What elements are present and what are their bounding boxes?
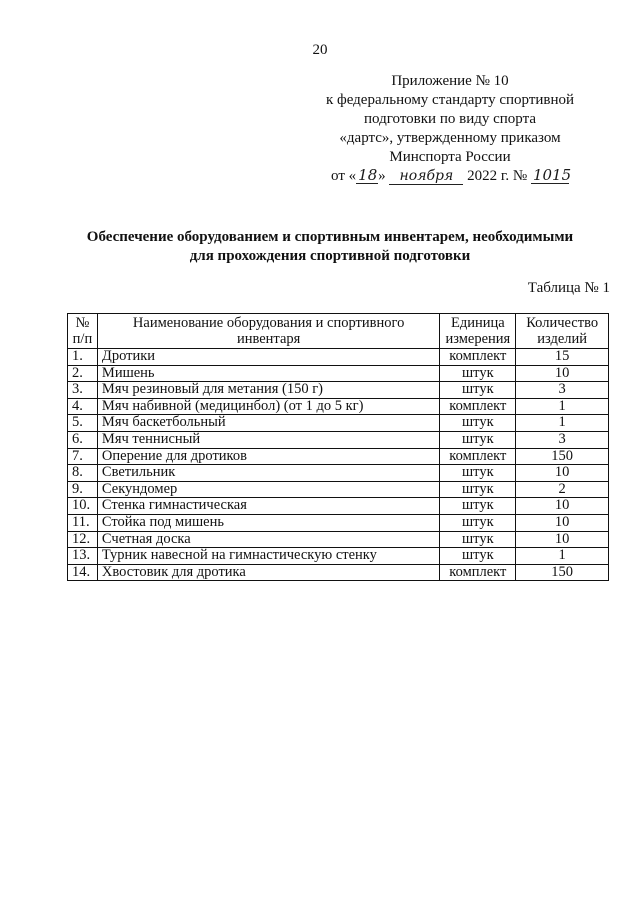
table-row <box>68 481 609 498</box>
cell-qty: 1 <box>516 548 609 565</box>
cell-name: Светильник <box>97 465 439 482</box>
cell-num: 12. <box>68 531 98 548</box>
cell-name: Стойка под мишень <box>97 514 439 531</box>
table-row <box>68 431 609 448</box>
table-row <box>68 382 609 399</box>
table-row <box>68 514 609 531</box>
appendix-line: Приложение № 10 <box>391 73 509 89</box>
cell-num: 2. <box>68 365 98 382</box>
appendix-line: к федеральному стандарту спортивной <box>325 92 575 108</box>
cell-num: 3. <box>68 382 98 399</box>
cell-name: Мяч набивной (медицинбол) (от 1 до 5 кг) <box>97 398 439 415</box>
cell-name: Мяч теннисный <box>97 431 439 448</box>
table-row <box>68 415 609 432</box>
cell-name: Счетная доска <box>97 531 439 548</box>
cell-qty: 10 <box>516 465 609 482</box>
appendix-header <box>300 72 600 186</box>
cell-name: Дротики <box>97 349 439 366</box>
cell-name: Хвостовик для дротика <box>97 564 439 581</box>
cell-num: 13. <box>68 548 98 565</box>
cell-name: Стенка гимнастическая <box>97 498 439 515</box>
cell-qty: 3 <box>516 431 609 448</box>
title-line: Обеспечение оборудованием и спортивным инвентарем, необходимыми <box>86 229 574 245</box>
header-unit: Единица измерения <box>440 314 516 349</box>
cell-unit: штук <box>440 382 516 399</box>
header-name: Наименование оборудования и спортивного инвентаря <box>97 314 439 349</box>
cell-qty: 10 <box>516 498 609 515</box>
cell-name: Секундомер <box>97 481 439 498</box>
cell-unit: комплект <box>440 448 516 465</box>
table-row <box>68 365 609 382</box>
page-number: 20 <box>312 42 328 58</box>
cell-unit: штук <box>440 498 516 515</box>
cell-unit: комплект <box>440 564 516 581</box>
cell-unit: штук <box>440 514 516 531</box>
equipment-table <box>67 313 609 581</box>
table-header-row <box>68 314 609 349</box>
cell-name: Турник навесной на гимнастическую стенку <box>97 548 439 565</box>
cell-unit: штук <box>440 465 516 482</box>
cell-num: 10. <box>68 498 98 515</box>
header-num: № п/п <box>68 314 98 349</box>
cell-unit: штук <box>440 365 516 382</box>
cell-qty: 10 <box>516 531 609 548</box>
cell-name: Мяч баскетбольный <box>97 415 439 432</box>
cell-qty: 1 <box>516 398 609 415</box>
cell-unit: комплект <box>440 398 516 415</box>
handwritten-order-number: 1015 <box>532 166 572 184</box>
cell-unit: штук <box>440 431 516 448</box>
cell-num: 14. <box>68 564 98 581</box>
cell-unit: штук <box>440 481 516 498</box>
document-title <box>60 228 600 266</box>
cell-unit: штук <box>440 531 516 548</box>
appendix-line: «дартс», утвержденному приказом <box>339 130 561 146</box>
cell-qty: 10 <box>516 365 609 382</box>
cell-num: 7. <box>68 448 98 465</box>
date-prefix: от « <box>331 168 357 184</box>
cell-name: Оперение для дротиков <box>97 448 439 465</box>
cell-qty: 3 <box>516 382 609 399</box>
table-row <box>68 548 609 565</box>
cell-qty: 2 <box>516 481 609 498</box>
order-date-line <box>300 167 600 186</box>
cell-unit: комплект <box>440 349 516 366</box>
table-row <box>68 465 609 482</box>
cell-qty: 1 <box>516 415 609 432</box>
cell-num: 6. <box>68 431 98 448</box>
year-text: 2022 г. № <box>467 168 528 184</box>
header-qty: Количество изделий <box>516 314 609 349</box>
table-row <box>68 498 609 515</box>
table-row <box>68 564 609 581</box>
handwritten-day: 18 <box>358 166 378 184</box>
appendix-line: Минспорта России <box>389 149 511 165</box>
cell-qty: 150 <box>516 564 609 581</box>
cell-num: 4. <box>68 398 98 415</box>
title-line: для прохождения спортивной подготовки <box>189 248 471 264</box>
handwritten-month: ноября <box>389 168 463 185</box>
cell-num: 9. <box>68 481 98 498</box>
cell-num: 5. <box>68 415 98 432</box>
cell-unit: штук <box>440 415 516 432</box>
cell-qty: 10 <box>516 514 609 531</box>
date-mid: » <box>378 168 386 184</box>
table-row <box>68 448 609 465</box>
table-label: Таблица № 1 <box>527 280 610 296</box>
cell-num: 8. <box>68 465 98 482</box>
cell-qty: 15 <box>516 349 609 366</box>
appendix-line: подготовки по виду спорта <box>364 111 536 127</box>
cell-name: Мяч резиновый для метания (150 г) <box>97 382 439 399</box>
table-row <box>68 349 609 366</box>
cell-name: Мишень <box>97 365 439 382</box>
cell-num: 1. <box>68 349 98 366</box>
cell-qty: 150 <box>516 448 609 465</box>
cell-num: 11. <box>68 514 98 531</box>
cell-unit: штук <box>440 548 516 565</box>
table-row <box>68 531 609 548</box>
table-row <box>68 398 609 415</box>
